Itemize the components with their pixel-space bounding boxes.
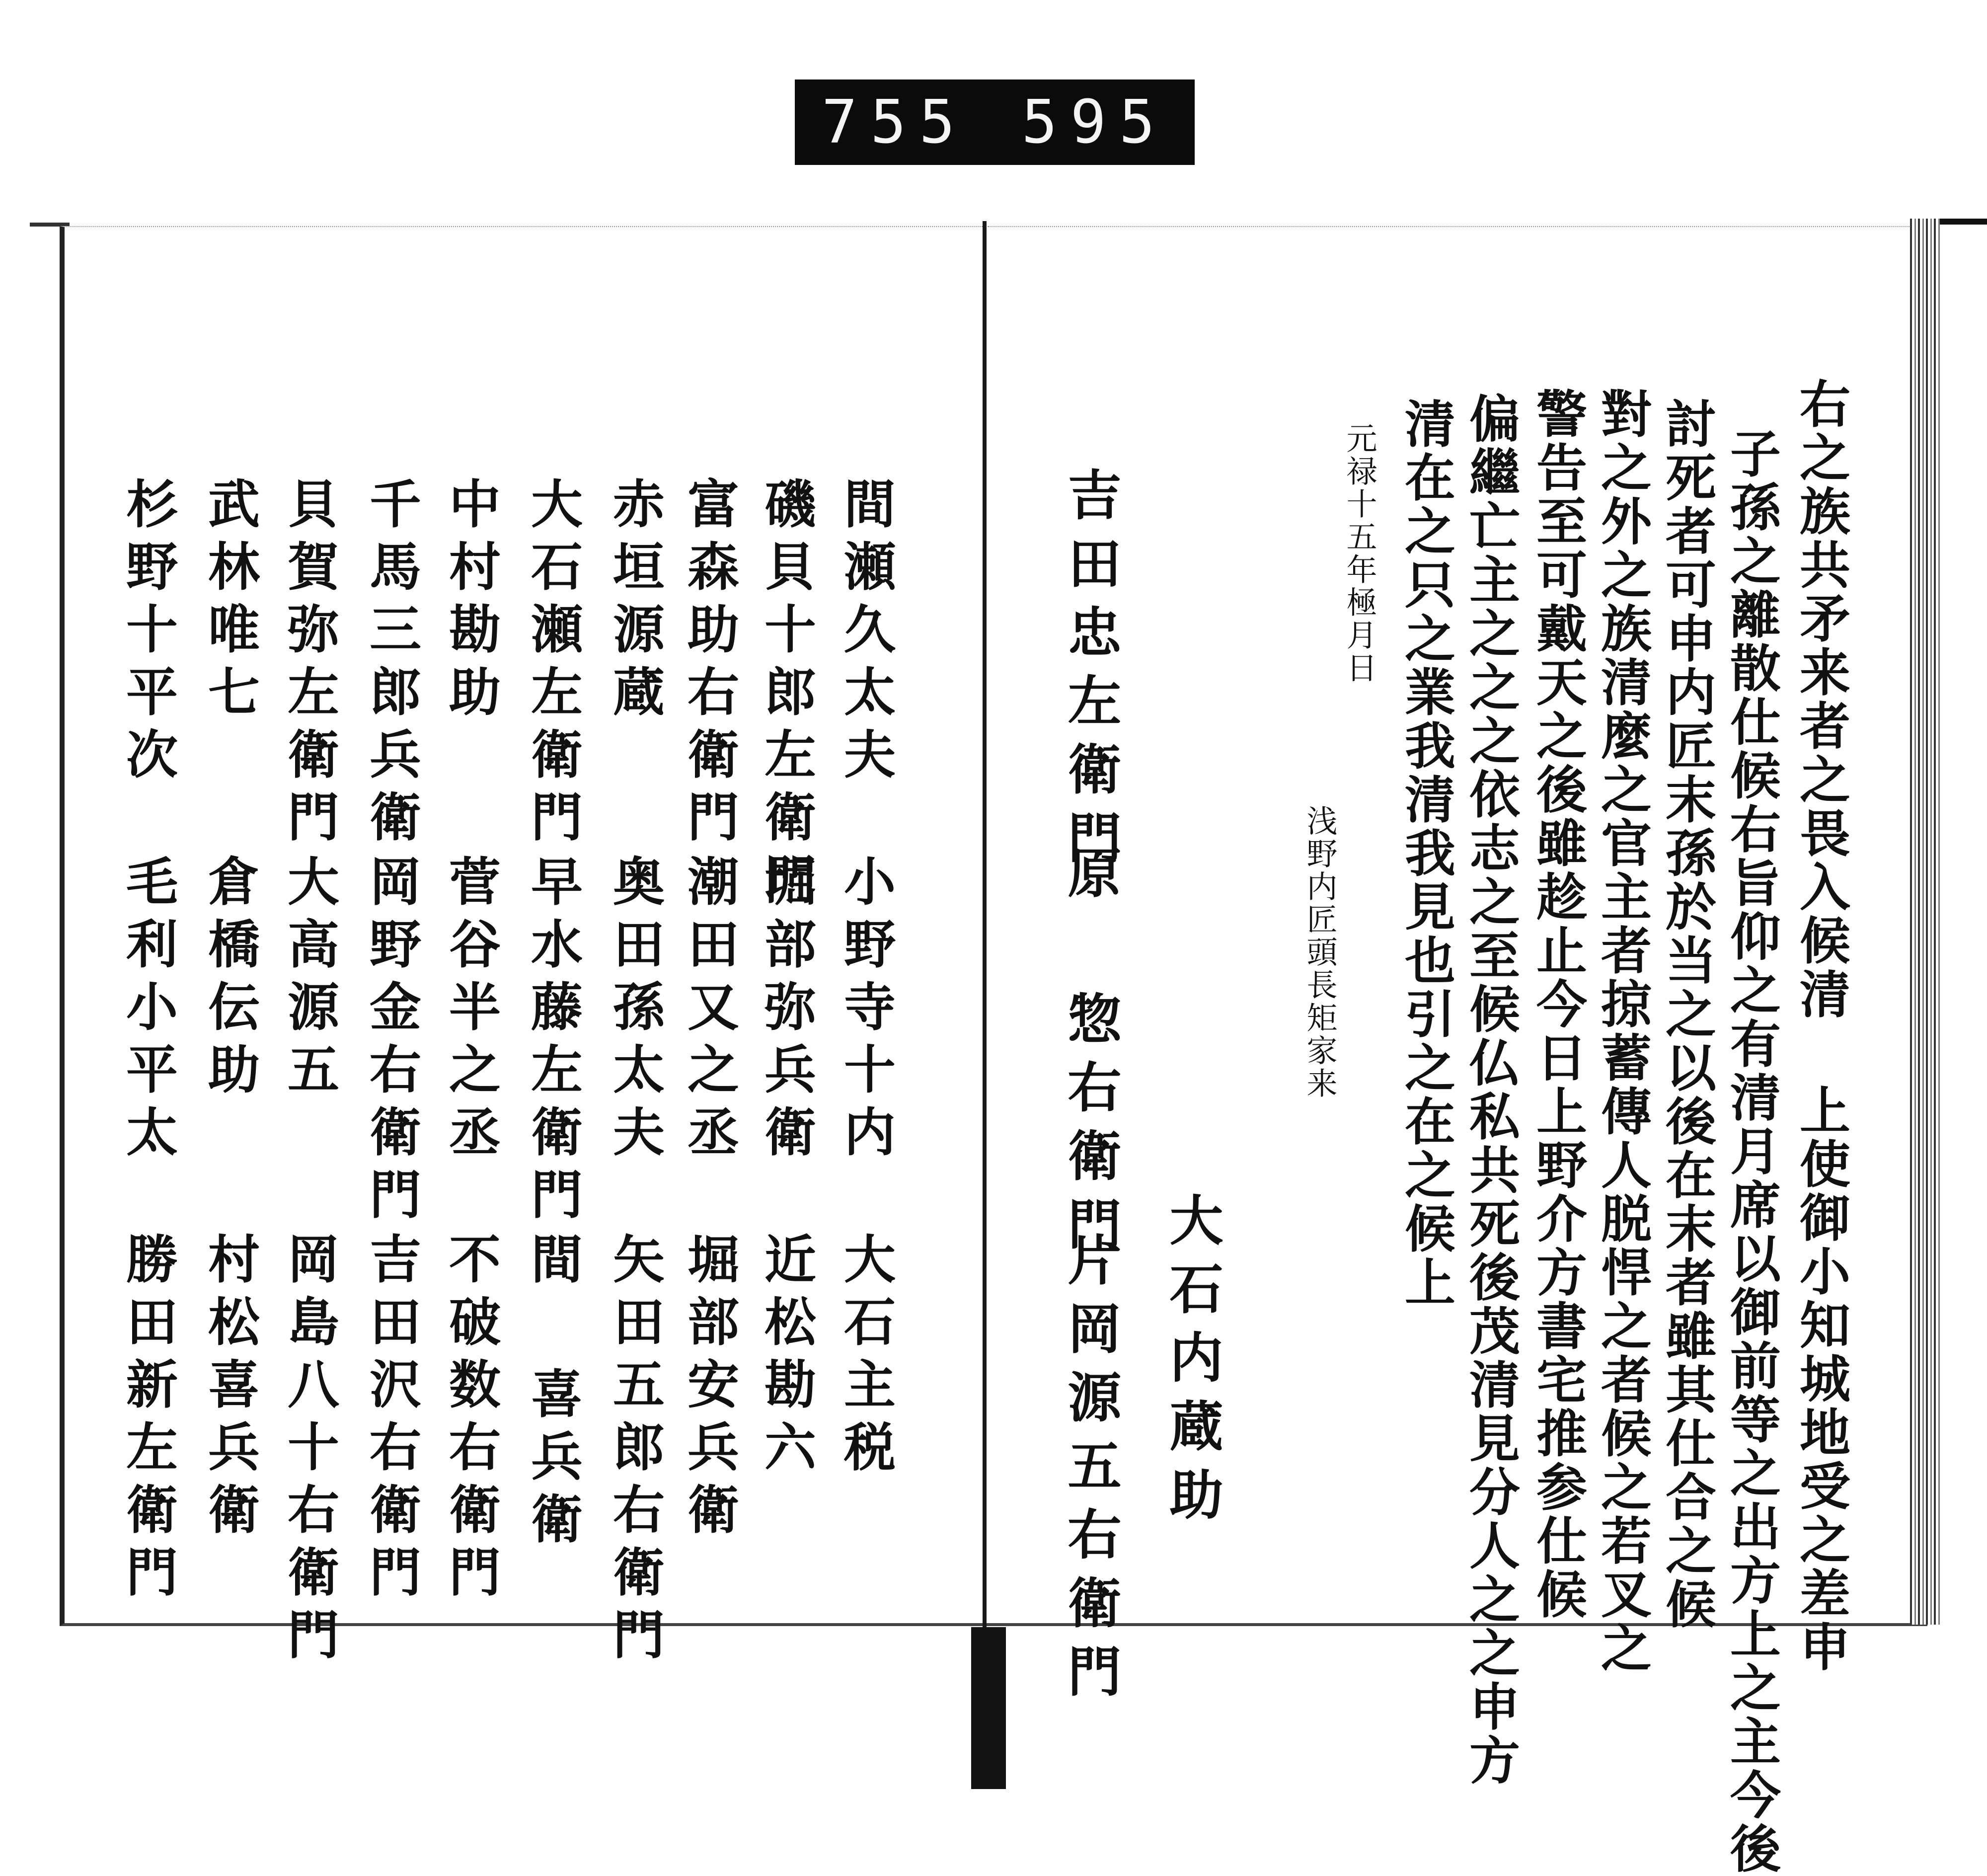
name-col4-top: 赤垣源蔵 bbox=[604, 477, 665, 727]
body-column-2: 子孫之離散仕候右旨仰之有清月席以御前等之出方上之主今後 bbox=[1722, 427, 1781, 1876]
body-column-5: 警告至可戴天之後雖趁止今日上野介方書宅推参仕候 bbox=[1528, 388, 1588, 1622]
name-col10-middle: 毛利小平太 bbox=[117, 855, 178, 1168]
signatory-1: 大石内蔵助 bbox=[1160, 1192, 1223, 1535]
signatory-2: 吉田忠左衛門 bbox=[1059, 467, 1121, 878]
name-col6-top: 中村勘助 bbox=[440, 477, 501, 727]
name-col2-top: 磯貝十郎左衛門 bbox=[756, 477, 817, 915]
retainer-note: 浅野内匠頭長矩家来 bbox=[1301, 805, 1338, 1100]
page-stack-edge bbox=[1910, 219, 1940, 1625]
name-col8-top: 貝賀弥左衛門 bbox=[279, 477, 340, 853]
name-col3-middle: 潮田又之丞 bbox=[679, 855, 740, 1168]
name-col2-bottom: 近松勘六 bbox=[756, 1232, 817, 1483]
name-col8-middle: 大高源五 bbox=[279, 855, 340, 1105]
name-col10-top: 杉野十平次 bbox=[117, 477, 178, 790]
signatory-4: 原 惣右衛門 bbox=[1059, 845, 1121, 1265]
name-col5-bottom: 間 喜兵衛 bbox=[522, 1232, 583, 1555]
name-col4-bottom: 矢田五郎右衛門 bbox=[604, 1232, 665, 1670]
body-column-3: 討死者可申内匠末孫於当之以後在末者雖其仕合之候 bbox=[1657, 397, 1717, 1632]
name-col1-top: 間瀬久太夫 bbox=[835, 477, 896, 790]
name-col2-middle: 堀部弥兵衛 bbox=[756, 855, 817, 1168]
name-col9-top: 武林唯七 bbox=[199, 477, 260, 727]
name-col3-bottom: 堀部安兵衛 bbox=[679, 1232, 740, 1545]
binding-stub bbox=[971, 1627, 1006, 1789]
name-col4-middle: 奥田孫太夫 bbox=[604, 855, 665, 1168]
body-column-4: 對之外之族清麼之官主者掠蓄傳人脱悍之者候之若叉之 bbox=[1593, 388, 1652, 1675]
name-col8-bottom: 岡島八十右衛門 bbox=[279, 1232, 340, 1670]
name-col9-bottom: 村松喜兵衛 bbox=[199, 1232, 260, 1545]
body-column-6: 偏繼亡主之之之依志之至候仏私共死後茂清見分人之之申方 bbox=[1461, 392, 1521, 1788]
right-page bbox=[989, 226, 1927, 1626]
name-col1-bottom: 大石主税 bbox=[835, 1232, 896, 1483]
name-col3-top: 富森助右衛門 bbox=[679, 477, 740, 853]
name-col7-bottom: 吉田沢右衛門 bbox=[361, 1232, 422, 1608]
binding-gutter bbox=[983, 221, 987, 1632]
date-line: 元禄十五年極月日 bbox=[1341, 422, 1377, 685]
name-col5-top: 大石瀬左衛門 bbox=[522, 477, 583, 853]
name-col5-middle: 早水藤左衛門 bbox=[522, 855, 583, 1230]
body-column-7: 清在之只之業我清我見也引之在之候上 bbox=[1396, 397, 1456, 1310]
name-col7-middle: 岡野金右衛門 bbox=[361, 855, 422, 1230]
catalog-number-right: 595 bbox=[1021, 87, 1168, 157]
body-column-1: 右之族共矛来者之畏入候清 上使御小知城地受之差申 bbox=[1791, 378, 1851, 1674]
name-col1-middle: 小野寺十内 bbox=[835, 855, 896, 1168]
name-col10-bottom: 勝田新左衛門 bbox=[117, 1232, 178, 1608]
name-col7-top: 千馬三郎兵衛 bbox=[361, 477, 422, 853]
catalog-number-left: 755 bbox=[821, 87, 968, 157]
page-stack-cap bbox=[1940, 219, 1987, 225]
signatory-3: 片岡源五右衛門 bbox=[1059, 1232, 1121, 1712]
name-col6-bottom: 不破数右衛門 bbox=[440, 1232, 501, 1608]
name-col9-middle: 倉橋伝助 bbox=[199, 855, 260, 1105]
name-col6-middle: 菅谷半之丞 bbox=[440, 855, 501, 1168]
